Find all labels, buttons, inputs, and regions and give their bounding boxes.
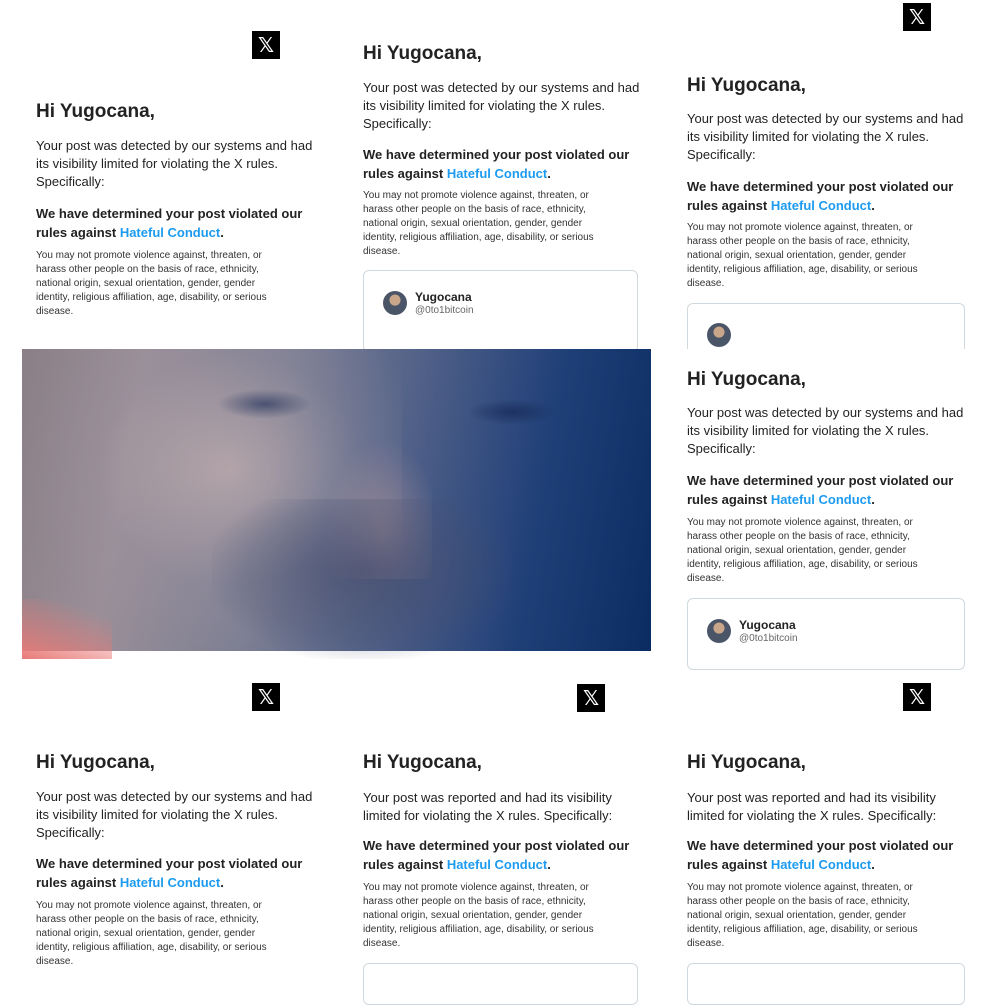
rule-statement: We have determined your post violated our rules against Hateful Conduct. xyxy=(363,838,630,872)
policy-description: You may not promote violence against, threaten, or harass other people on the basis of race, ethnicity, national origin, sexual orientation, gender, gender identity, religious affiliation, age, disability, or serious disease. xyxy=(687,222,918,289)
hateful-conduct-link[interactable]: Hateful Conduct xyxy=(446,166,548,181)
policy-description: You may not promote violence against, threaten, or harass other people on the basis of race, ethnicity, national origin, sexual orientation, gender, gender identity, religious affiliation, age, disability, or serious disease. xyxy=(687,517,918,584)
notice-panel xyxy=(348,672,658,978)
user-name: Yugocana xyxy=(415,290,472,304)
x-logo-icon: 𝕏 xyxy=(577,684,605,712)
reported-post-card[interactable] xyxy=(687,963,965,1005)
notice-body: Your post was reported and had its visibility limited for violating the X rules. Specifically: xyxy=(363,790,613,823)
rule-statement: We have determined your post violated our rules against Hateful Conduct. xyxy=(36,856,303,890)
notice-panel xyxy=(22,18,322,326)
reported-post-card[interactable] xyxy=(363,963,638,1005)
hateful-conduct-link[interactable]: Hateful Conduct xyxy=(770,198,872,213)
greeting: Hi Yugocana, xyxy=(687,752,806,773)
reported-post-card[interactable] xyxy=(687,598,965,670)
greeting: Hi Yugocana, xyxy=(363,43,482,64)
notice-body: Your post was detected by our systems and had its visibility limited for violating the X rules. Specifically: xyxy=(687,111,964,162)
greeting: Hi Yugocana, xyxy=(687,75,806,96)
user-name: Yugocana xyxy=(739,618,796,632)
avatar xyxy=(383,291,407,315)
user-handle: @0to1bitcoin xyxy=(739,633,798,644)
notice-body: Your post was detected by our systems and had its visibility limited for violating the X rules. Specifically: xyxy=(36,789,313,840)
x-logo-icon: 𝕏 xyxy=(252,31,280,59)
rule-statement: We have determined your post violated our rules against Hateful Conduct. xyxy=(687,473,954,507)
policy-description: You may not promote violence against, threaten, or harass other people on the basis of race, ethnicity, national origin, sexual orientation, gender, gender identity, religious affiliation, age, disability, or serious disease. xyxy=(687,882,918,949)
hateful-conduct-link[interactable]: Hateful Conduct xyxy=(446,857,548,872)
notice-panel xyxy=(672,5,982,326)
notice-panel xyxy=(672,349,982,651)
greeting: Hi Yugocana, xyxy=(363,752,482,773)
rule-statement: We have determined your post violated our rules against Hateful Conduct. xyxy=(687,179,954,213)
policy-description: You may not promote violence against, threaten, or harass other people on the basis of race, ethnicity, national origin, sexual orientation, gender, gender identity, religious affiliation, age, disability, or serious disease. xyxy=(36,900,267,967)
rule-statement: We have determined your post violated our rules against Hateful Conduct. xyxy=(36,206,303,240)
policy-description: You may not promote violence against, threaten, or harass other people on the basis of race, ethnicity, national origin, sexual orientation, gender, gender identity, religious affiliation, age, disability, or serious disease. xyxy=(363,882,594,949)
notice-body: Your post was detected by our systems and had its visibility limited for violating the X rules. Specifically: xyxy=(687,405,964,456)
notice-body: Your post was detected by our systems and had its visibility limited for violating the X rules. Specifically: xyxy=(363,80,640,131)
greeting: Hi Yugocana, xyxy=(687,369,806,390)
policy-description: You may not promote violence against, threaten, or harass other people on the basis of race, ethnicity, national origin, sexual orientation, gender, gender identity, religious affiliation, age, disability, or serious disease. xyxy=(36,250,267,317)
face-photo xyxy=(22,349,651,651)
hateful-conduct-link[interactable]: Hateful Conduct xyxy=(119,225,221,240)
reported-post-card[interactable] xyxy=(363,270,638,352)
hateful-conduct-link[interactable]: Hateful Conduct xyxy=(770,857,872,872)
notice-panel xyxy=(348,18,658,326)
x-logo-icon: 𝕏 xyxy=(903,3,931,31)
hateful-conduct-link[interactable]: Hateful Conduct xyxy=(770,492,872,507)
notice-body: Your post was reported and had its visibility limited for violating the X rules. Specifically: xyxy=(687,790,937,823)
greeting: Hi Yugocana, xyxy=(36,752,155,773)
notice-panel xyxy=(672,672,982,978)
rule-statement: We have determined your post violated our rules against Hateful Conduct. xyxy=(363,147,630,181)
rule-statement: We have determined your post violated our rules against Hateful Conduct. xyxy=(687,838,954,872)
user-handle: @0to1bitcoin xyxy=(415,305,474,316)
policy-description: You may not promote violence against, threaten, or harass other people on the basis of race, ethnicity, national origin, sexual orientation, gender, gender identity, religious affiliation, age, disability, or serious disease. xyxy=(363,190,594,257)
notice-panel xyxy=(22,672,322,978)
x-logo-icon: 𝕏 xyxy=(252,683,280,711)
greeting: Hi Yugocana, xyxy=(36,101,155,122)
notice-body: Your post was detected by our systems and had its visibility limited for violating the X rules. Specifically: xyxy=(36,138,313,189)
x-logo-icon: 𝕏 xyxy=(903,683,931,711)
hateful-conduct-link[interactable]: Hateful Conduct xyxy=(119,875,221,890)
avatar xyxy=(707,323,731,347)
avatar xyxy=(707,619,731,643)
